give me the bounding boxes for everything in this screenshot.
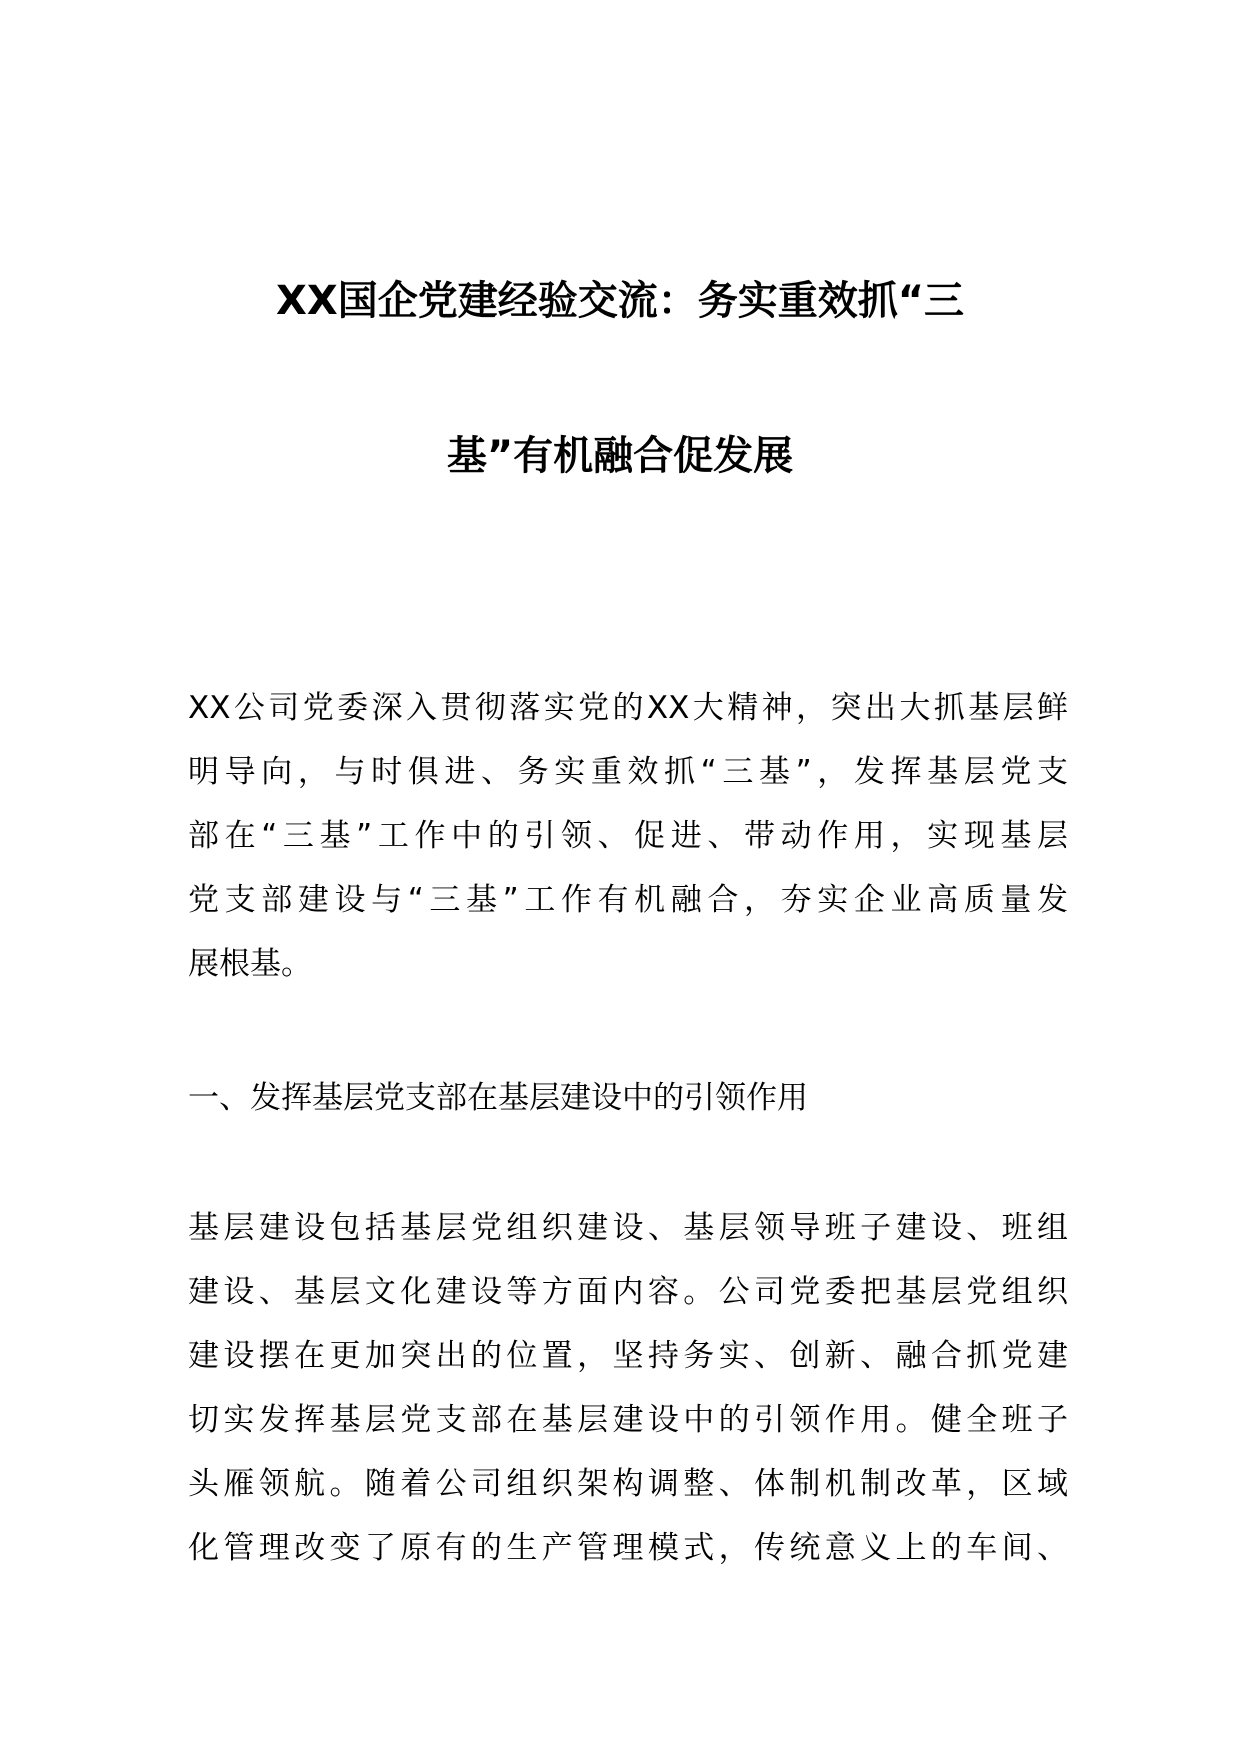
section-heading-text: 一、发挥基层党支部在基层建设中的引领作用: [188, 1080, 808, 1116]
intro-line: 明导向，与时俱进、务实重效抓“三基”，发挥基层党支: [188, 754, 1068, 790]
section-line: 建设摆在更加突出的位置，坚持务实、创新、融合抓党建: [188, 1338, 1068, 1374]
section-line: 头雁领航。随着公司组织架构调整、体制机制改革，区域: [188, 1466, 1068, 1502]
section-line: 化管理改变了原有的生产管理模式，传统意义上的车间、: [188, 1530, 1068, 1566]
intro-line: 展根基。: [188, 946, 312, 982]
section-line: 切实发挥基层党支部在基层建设中的引领作用。健全班子: [188, 1402, 1068, 1438]
section-line: 基层建设包括基层党组织建设、基层领导班子建设、班组: [188, 1210, 1068, 1246]
intro-line: 部在“三基”工作中的引领、促进、带动作用，实现基层: [188, 818, 1068, 854]
document-title-line-2: 基”有机融合促发展: [446, 433, 794, 479]
intro-line: 党支部建设与“三基”工作有机融合，夯实企业高质量发: [188, 882, 1068, 918]
intro-line: XX公司党委深入贯彻落实党的XX大精神，突出大抓基层鲜: [188, 690, 1068, 726]
section-paragraph: [188, 1196, 1068, 1580]
intro-paragraph: [188, 676, 1068, 996]
document-title-line-1: XX国企党建经验交流：务实重效抓“三: [276, 278, 964, 324]
section-line: 建设、基层文化建设等方面内容。公司党委把基层党组织: [188, 1274, 1068, 1310]
section-heading: [188, 1066, 1068, 1130]
